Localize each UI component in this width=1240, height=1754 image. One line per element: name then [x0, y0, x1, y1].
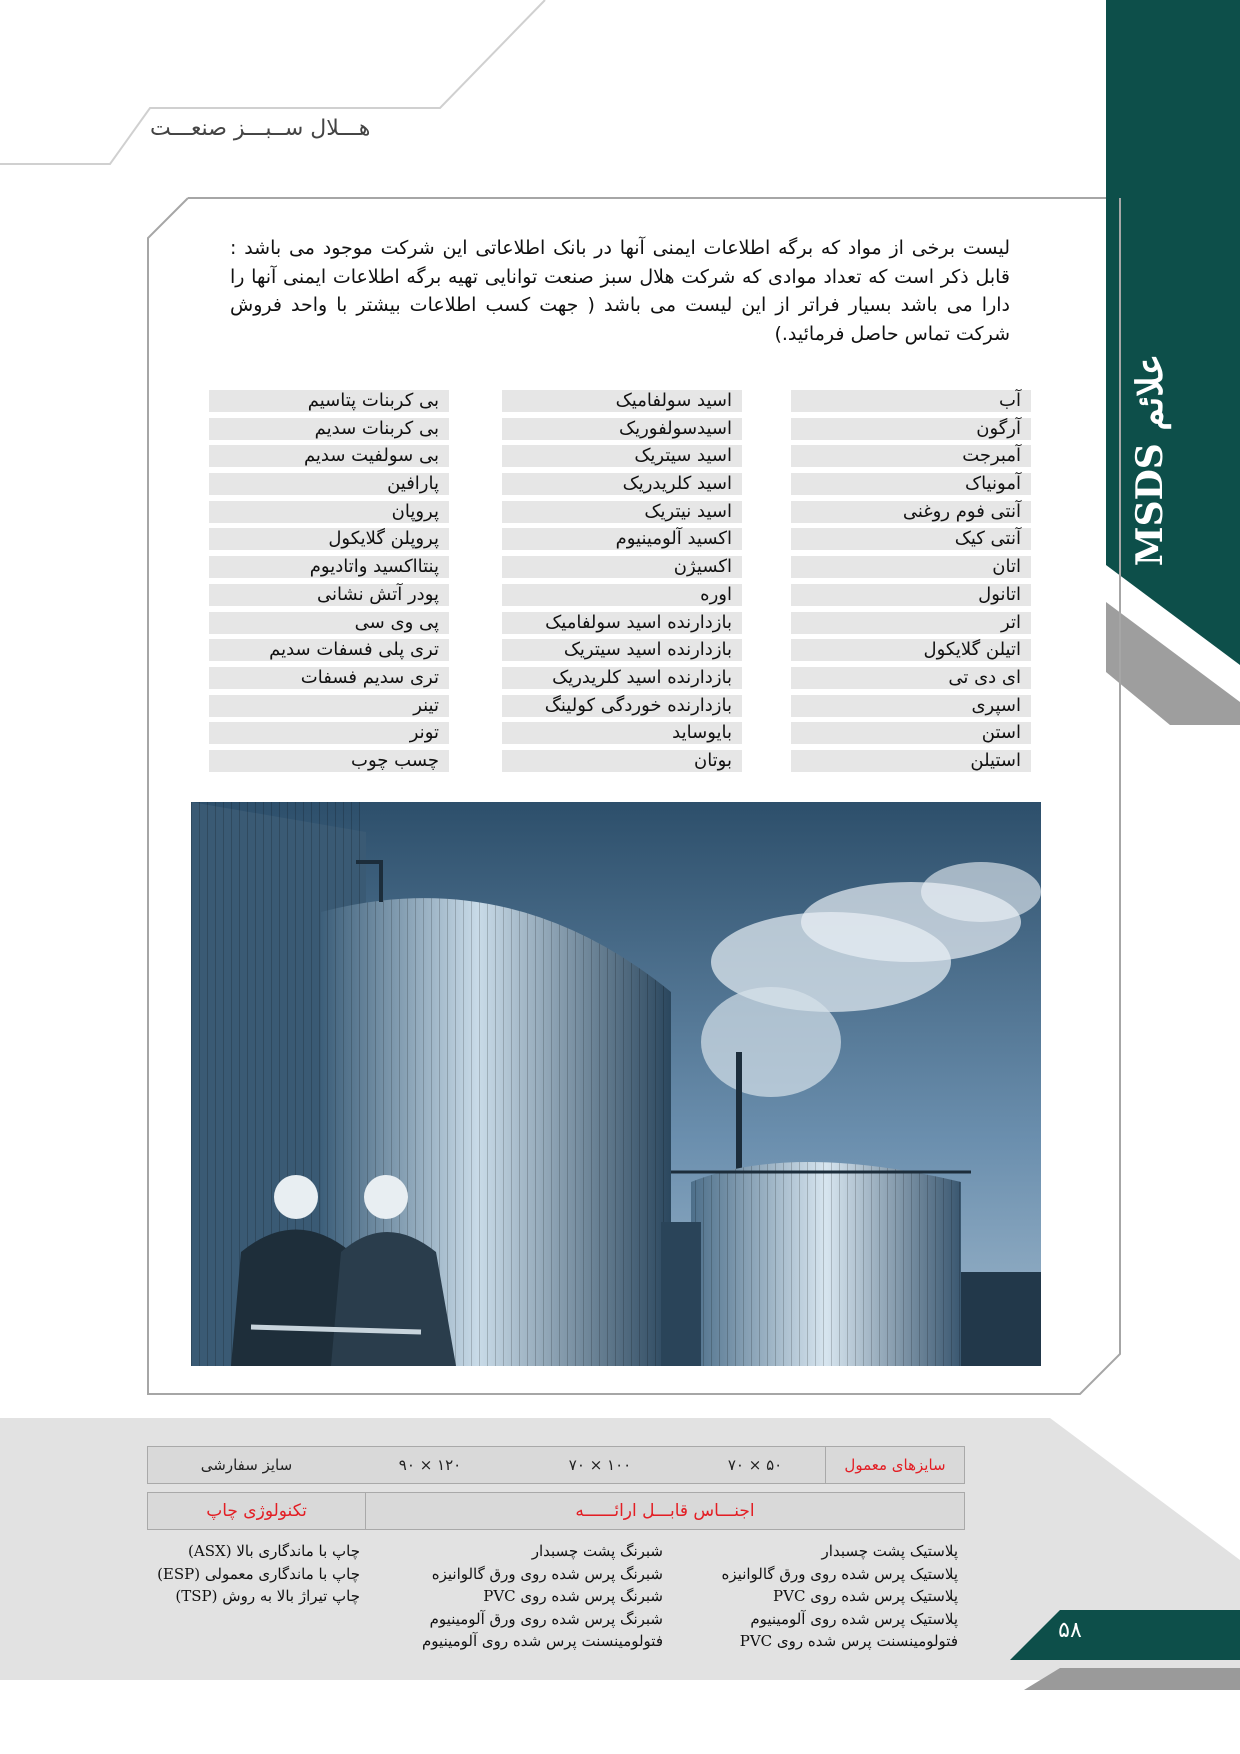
- list-item: چاپ با ماندگاری معمولی (ESP): [157, 1564, 360, 1583]
- sizes-row: [147, 1446, 965, 1484]
- list-item: بایوساید: [502, 722, 742, 744]
- size-option-1: ۵۰ × ۷۰: [727, 1456, 783, 1474]
- list-item: پروپان: [209, 501, 449, 523]
- list-item: پلاستیک پرس شده روی آلومینیوم: [750, 1609, 958, 1628]
- list-item: اسیدسولفوریک: [502, 418, 742, 440]
- list-item: آنتی کیک: [791, 528, 1031, 550]
- list-item: اتر: [791, 612, 1031, 634]
- list-item: چاپ تیراژ بالا به روش (TSP): [175, 1587, 360, 1605]
- list-item: بی سولفیت سدیم: [209, 445, 449, 467]
- list-item: پلاستیک پرس شده روی PVC: [773, 1587, 958, 1605]
- list-item: ای دی تی: [791, 667, 1031, 689]
- materials-column-1: [791, 390, 1031, 778]
- list-item: اکسیژن: [502, 556, 742, 578]
- materials-header: اجنـــاس قابـــل ارائــــــه: [365, 1493, 964, 1529]
- intro-paragraph: لیست برخی از مواد که برگه اطلاعات ایمنی آنها در بانک اطلاعاتی این شرکت موجود می باشد : قابل ذکر است که تعداد موادی که شرکت هلال سبز صنعت توانایی تهیه برگه اطلاعات ایمنی آنها را دارا می باشد بسیار فراتر از این لیست می باشد ( جهت کسب اطلاعات بیشتر با واحد فروش شرکت تماس حاصل فرمائید.): [230, 237, 1010, 345]
- list-item: اتان: [791, 556, 1031, 578]
- list-item: استن: [791, 722, 1031, 744]
- list-item: بوتان: [502, 750, 742, 772]
- materials-column-2: [502, 390, 742, 778]
- list-item: بازدارنده اسید سولفامیک: [502, 612, 742, 634]
- list-item: فتولومینسنت پرس شده روی PVC: [739, 1632, 958, 1650]
- list-item: تینر: [209, 695, 449, 717]
- list-item: آب: [791, 390, 1031, 412]
- list-item: پودر آتش نشانی: [209, 584, 449, 606]
- list-item: پی وی سی: [209, 612, 449, 634]
- list-item: استیلن: [791, 750, 1031, 772]
- list-item: شبرنگ پرس شده روی ورق آلومینیوم: [429, 1609, 663, 1628]
- side-title: [1090, 320, 1210, 600]
- list-item: اتانول: [791, 584, 1031, 606]
- list-item: شبرنگ پرس شده روی PVC: [483, 1587, 663, 1605]
- list-item: آرگون: [791, 418, 1031, 440]
- list-item: اسید سولفامیک: [502, 390, 742, 412]
- list-item: چاپ با ماندگاری بالا (ASX): [188, 1542, 360, 1560]
- sizes-table: [147, 1446, 965, 1530]
- sizes-label: سایزهای معمول: [825, 1447, 964, 1483]
- list-item: اسید نیتریک: [502, 501, 742, 523]
- list-item: بی کربنات پتاسیم: [209, 390, 449, 412]
- list-item: شبرنگ پرس شده روی ورق گالوانیزه: [431, 1564, 663, 1583]
- headers-row: [147, 1492, 965, 1530]
- print-tech-header: تکنولوژی چاپ: [206, 1501, 307, 1521]
- list-item: پلاستیک پشت چسبدار: [821, 1542, 958, 1560]
- list-item: پلاستیک پرس شده روی ورق گالوانیزه: [721, 1564, 958, 1583]
- list-item: تری سدیم فسفات: [209, 667, 449, 689]
- list-item: چسب چوب: [209, 750, 449, 772]
- materials-column-3: [209, 390, 449, 778]
- list-item: اسید سیتریک: [502, 445, 742, 467]
- list-item: اوره: [502, 584, 742, 606]
- list-item: پروپلن گلایکول: [209, 528, 449, 550]
- size-option-3: ۱۲۰ × ۹۰: [398, 1456, 462, 1474]
- list-item: شبرنگ پشت چسبدار: [531, 1542, 663, 1560]
- list-item: اکسید آلومینیوم: [502, 528, 742, 550]
- list-item: پنتااکسید واتادیوم: [209, 556, 449, 578]
- list-item: اسید کلریدریک: [502, 473, 742, 495]
- list-item: بی کربنات سدیم: [209, 418, 449, 440]
- list-item: بازدارنده اسید کلریدریک: [502, 667, 742, 689]
- list-item: آمبرجت: [791, 445, 1031, 467]
- page-number: ۵۸: [1058, 1618, 1082, 1643]
- print-technologies: [150, 1540, 360, 1608]
- list-item: تونر: [209, 722, 449, 744]
- side-title-text: MSDS علائم: [1129, 353, 1171, 567]
- custom-size-label: سایز سفارشی: [200, 1456, 293, 1474]
- size-option-2: ۱۰۰ × ۷۰: [568, 1456, 632, 1474]
- industrial-tanks-photo: [191, 802, 1041, 1366]
- list-item: آنتی فوم روغنی: [791, 501, 1031, 523]
- brand-name: هـــلال ســبـــز صنعـــت: [150, 116, 371, 141]
- list-item: تری پلی فسفات سدیم: [209, 639, 449, 661]
- list-item: فتولومینسنت پرس شده روی آلومینیوم: [422, 1632, 663, 1650]
- list-item: پارافین: [209, 473, 449, 495]
- list-item: اتیلن گلایکول: [791, 639, 1031, 661]
- offered-materials-reflective: [380, 1540, 663, 1653]
- offered-materials-plastic: [680, 1540, 958, 1653]
- list-item: بازدارنده اسید سیتریک: [502, 639, 742, 661]
- list-item: بازدارنده خوردگی کولینگ: [502, 695, 742, 717]
- list-item: آمونیاک: [791, 473, 1031, 495]
- list-item: اسپری: [791, 695, 1031, 717]
